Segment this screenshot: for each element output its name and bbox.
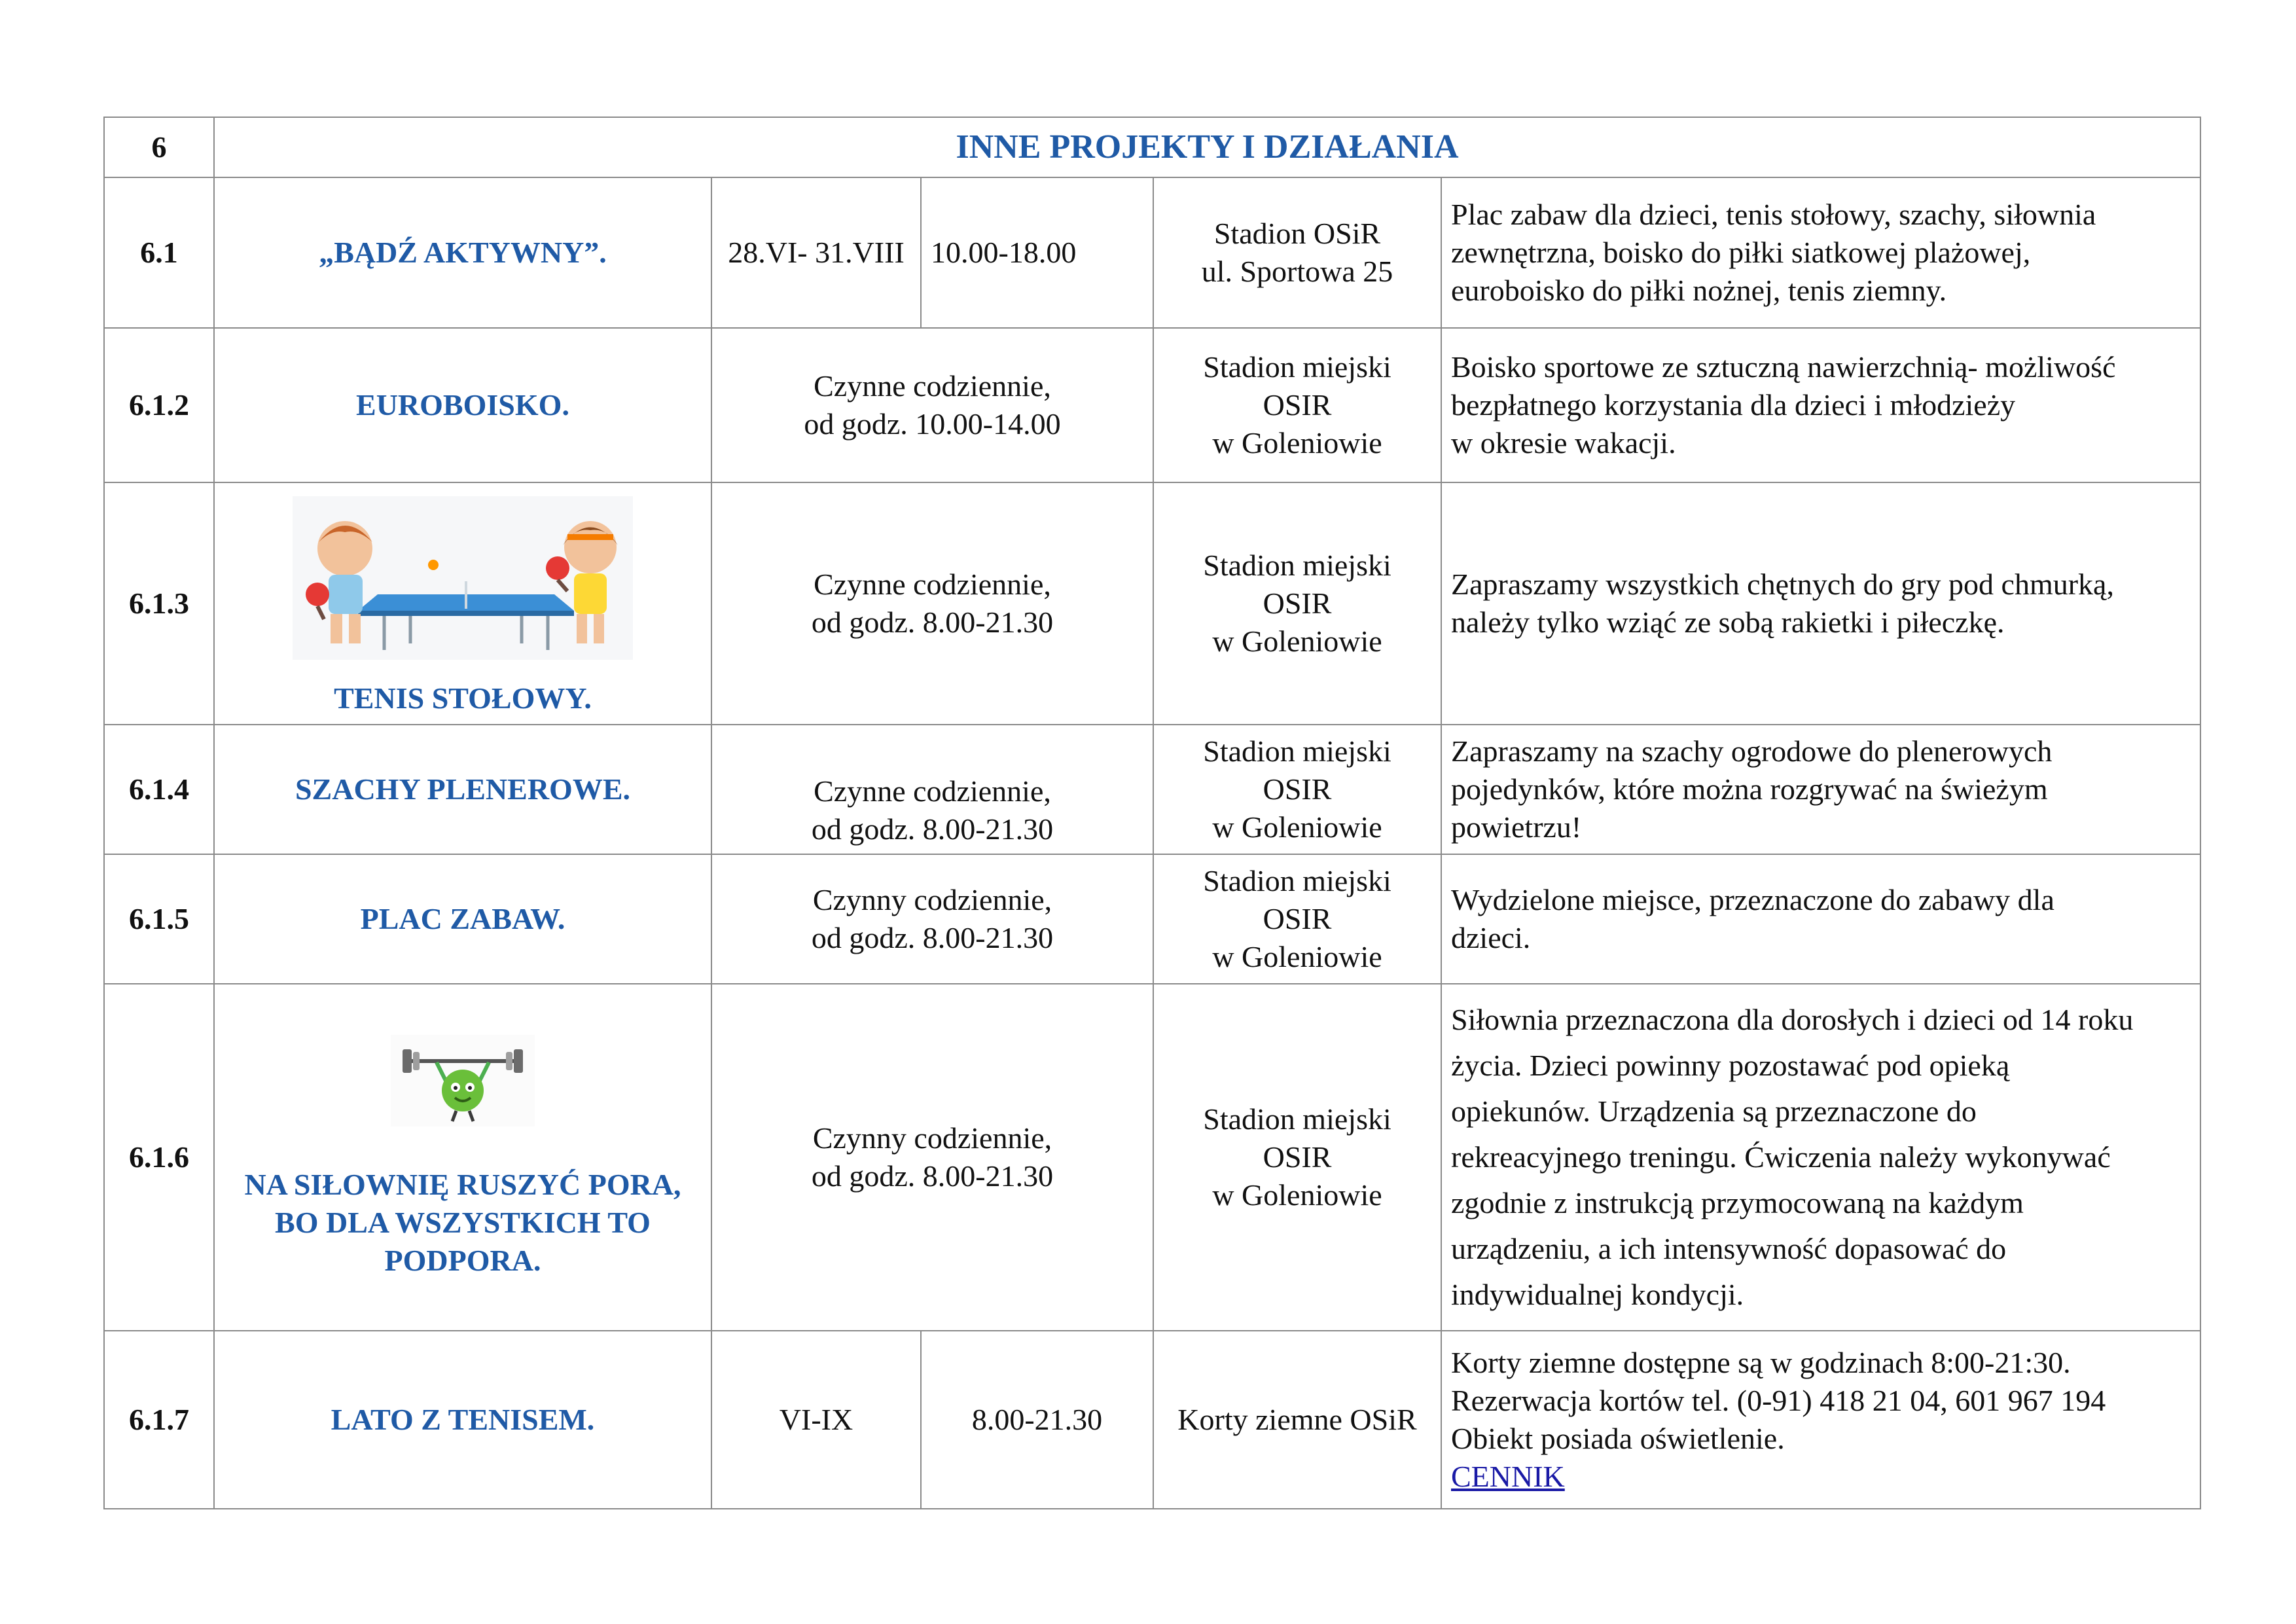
activity-title: SZACHY PLENEROWE.	[214, 725, 711, 854]
place-line: OSIR	[1263, 772, 1332, 806]
section-title: INNE PROJEKTY I DZIAŁANIA	[214, 117, 2200, 177]
schedule-line: od godz. 8.00-21.30	[811, 605, 1054, 639]
row-number: 6.1.6	[104, 984, 214, 1331]
place-line: OSIR	[1263, 1140, 1332, 1174]
activity-schedule	[711, 854, 1153, 984]
row-number: 6.1	[104, 177, 214, 328]
activity-place	[1153, 725, 1441, 854]
place-line: w Goleniowie	[1212, 940, 1382, 973]
activity-title: TENIS STOŁOWY.	[334, 681, 592, 715]
row-number: 6.1.3	[104, 482, 214, 725]
place-line: Stadion miejski	[1203, 864, 1391, 897]
schedule-line: Czynny codziennie,	[812, 883, 1052, 916]
activity-title: EUROBOISKO.	[214, 328, 711, 482]
place-line: OSIR	[1263, 902, 1332, 935]
description-line: Zapraszamy wszystkich chętnych do gry pod chmurką,	[1451, 568, 2114, 601]
table-row	[104, 177, 2200, 328]
description-line: życia. Dzieci powinny pozostawać pod opieką	[1451, 1049, 2010, 1082]
activity-description	[1441, 725, 2200, 854]
activity-schedule	[711, 482, 1153, 725]
place-line: Stadion miejski	[1203, 734, 1391, 768]
weightlifting-apple-icon	[391, 1035, 535, 1127]
activity-hours: 10.00-18.00	[921, 177, 1153, 328]
activity-dates: 28.VI- 31.VIII	[711, 177, 921, 328]
description-line: opiekunów. Urządzenia są przeznaczone do	[1451, 1094, 1977, 1128]
place-line: Stadion miejski	[1203, 549, 1391, 582]
activity-place	[1153, 854, 1441, 984]
activity-description	[1441, 854, 2200, 984]
title-line: BO DLA WSZYSTKICH TO	[275, 1206, 651, 1239]
activity-place	[1153, 482, 1441, 725]
table-row	[104, 482, 2200, 725]
activity-description	[1441, 328, 2200, 482]
activity-description	[1441, 482, 2200, 725]
activity-title: PLAC ZABAW.	[214, 854, 711, 984]
place-line: OSIR	[1263, 586, 1332, 620]
activity-hours: 8.00-21.30	[921, 1331, 1153, 1509]
description-line: Korty ziemne dostępne są w godzinach 8:00-21:30.	[1451, 1346, 2071, 1379]
title-line: PODPORA.	[384, 1244, 541, 1277]
activity-place	[1153, 984, 1441, 1331]
description-line: Zapraszamy na szachy ogrodowe do plenerowych	[1451, 734, 2053, 768]
row-number: 6.1.7	[104, 1331, 214, 1509]
table-row	[104, 854, 2200, 984]
description-line: euroboisko do piłki nożnej, tenis ziemny.	[1451, 274, 1947, 307]
description-line: bezpłatnego korzystania dla dzieci i młodzieży	[1451, 388, 2016, 422]
price-list-link[interactable]: CENNIK	[1451, 1460, 1565, 1493]
description-line: rekreacyjnego treningu. Ćwiczenia należy wykonywać	[1451, 1140, 2111, 1174]
activities-table	[103, 117, 2201, 1509]
schedule-line: Czynne codziennie,	[814, 369, 1051, 403]
description-line: Wydzielone miejsce, przeznaczone do zabawy dla	[1451, 883, 2054, 916]
description-line: urządzeniu, a ich intensywność dopasować do	[1451, 1232, 2007, 1265]
description-line: należy tylko wziąć ze sobą rakietki i piłeczkę.	[1451, 605, 2005, 639]
activity-description	[1441, 177, 2200, 328]
place-line: Stadion miejski	[1203, 350, 1391, 384]
table-row	[104, 725, 2200, 854]
activity-schedule	[711, 984, 1153, 1331]
section-number: 6	[104, 117, 214, 177]
activity-place	[1153, 328, 1441, 482]
section-header-row	[104, 117, 2200, 177]
activity-place	[1153, 177, 1441, 328]
schedule-line: Czynne codziennie,	[814, 774, 1051, 808]
description-line: Siłownia przeznaczona dla dorosłych i dzieci od 14 roku	[1451, 1003, 2134, 1036]
table-row	[104, 984, 2200, 1331]
schedule-line: od godz. 10.00-14.00	[804, 407, 1061, 441]
place-line: OSIR	[1263, 388, 1332, 422]
place-line: w Goleniowie	[1212, 624, 1382, 658]
description-line: indywidualnej kondycji.	[1451, 1278, 1744, 1311]
description-line: powietrzu!	[1451, 810, 1582, 844]
place-line: w Goleniowie	[1212, 1178, 1382, 1212]
row-number: 6.1.2	[104, 328, 214, 482]
description-line: Boisko sportowe ze sztuczną nawierzchnią- możliwość	[1451, 350, 2116, 384]
activity-title-cell	[214, 984, 711, 1331]
activity-schedule	[711, 725, 1153, 854]
place-line: w Goleniowie	[1212, 426, 1382, 460]
activity-description	[1441, 1331, 2200, 1509]
activity-title	[221, 1166, 704, 1280]
description-line: Rezerwacja kortów tel. (0-91) 418 21 04, 601 967 194	[1451, 1384, 2106, 1417]
activity-description	[1441, 984, 2200, 1331]
schedule-line: od godz. 8.00-21.30	[811, 1159, 1054, 1193]
activity-title-cell	[214, 482, 711, 725]
place-line: ul. Sportowa 25	[1201, 255, 1393, 288]
description-line: dzieci.	[1451, 921, 1531, 954]
schedule-line: Czynne codziennie,	[814, 568, 1051, 601]
description-line: w okresie wakacji.	[1451, 426, 1676, 460]
title-line: NA SIŁOWNIĘ RUSZYĆ PORA,	[244, 1168, 681, 1201]
activity-place	[1153, 1331, 1441, 1509]
schedule-line: Czynny codziennie,	[812, 1121, 1052, 1155]
place-line: Stadion miejski	[1203, 1102, 1391, 1136]
description-line: pojedynków, które można rozgrywać na świeżym	[1451, 772, 2048, 806]
activity-schedule	[711, 328, 1153, 482]
activity-title: „BĄDŹ AKTYWNY”.	[214, 177, 711, 328]
description-line: Obiekt posiada oświetlenie.	[1451, 1422, 1785, 1455]
table-tennis-kids-icon	[293, 496, 633, 660]
place-line: Stadion OSiR	[1213, 217, 1381, 250]
description-line: zgodnie z instrukcją przymocowaną na każdym	[1451, 1186, 2024, 1219]
activity-title: LATO Z TENISEM.	[214, 1331, 711, 1509]
table-row	[104, 1331, 2200, 1509]
description-line: Plac zabaw dla dzieci, tenis stołowy, szachy, siłownia	[1451, 198, 2096, 231]
row-number: 6.1.5	[104, 854, 214, 984]
row-number: 6.1.4	[104, 725, 214, 854]
place-line: Korty ziemne OSiR	[1177, 1403, 1417, 1436]
activity-dates: VI-IX	[711, 1331, 921, 1509]
table-row	[104, 328, 2200, 482]
description-line: zewnętrzna, boisko do piłki siatkowej plażowej,	[1451, 236, 2031, 269]
place-line: w Goleniowie	[1212, 810, 1382, 844]
schedule-line: od godz. 8.00-21.30	[811, 812, 1054, 846]
schedule-line: od godz. 8.00-21.30	[811, 921, 1054, 954]
